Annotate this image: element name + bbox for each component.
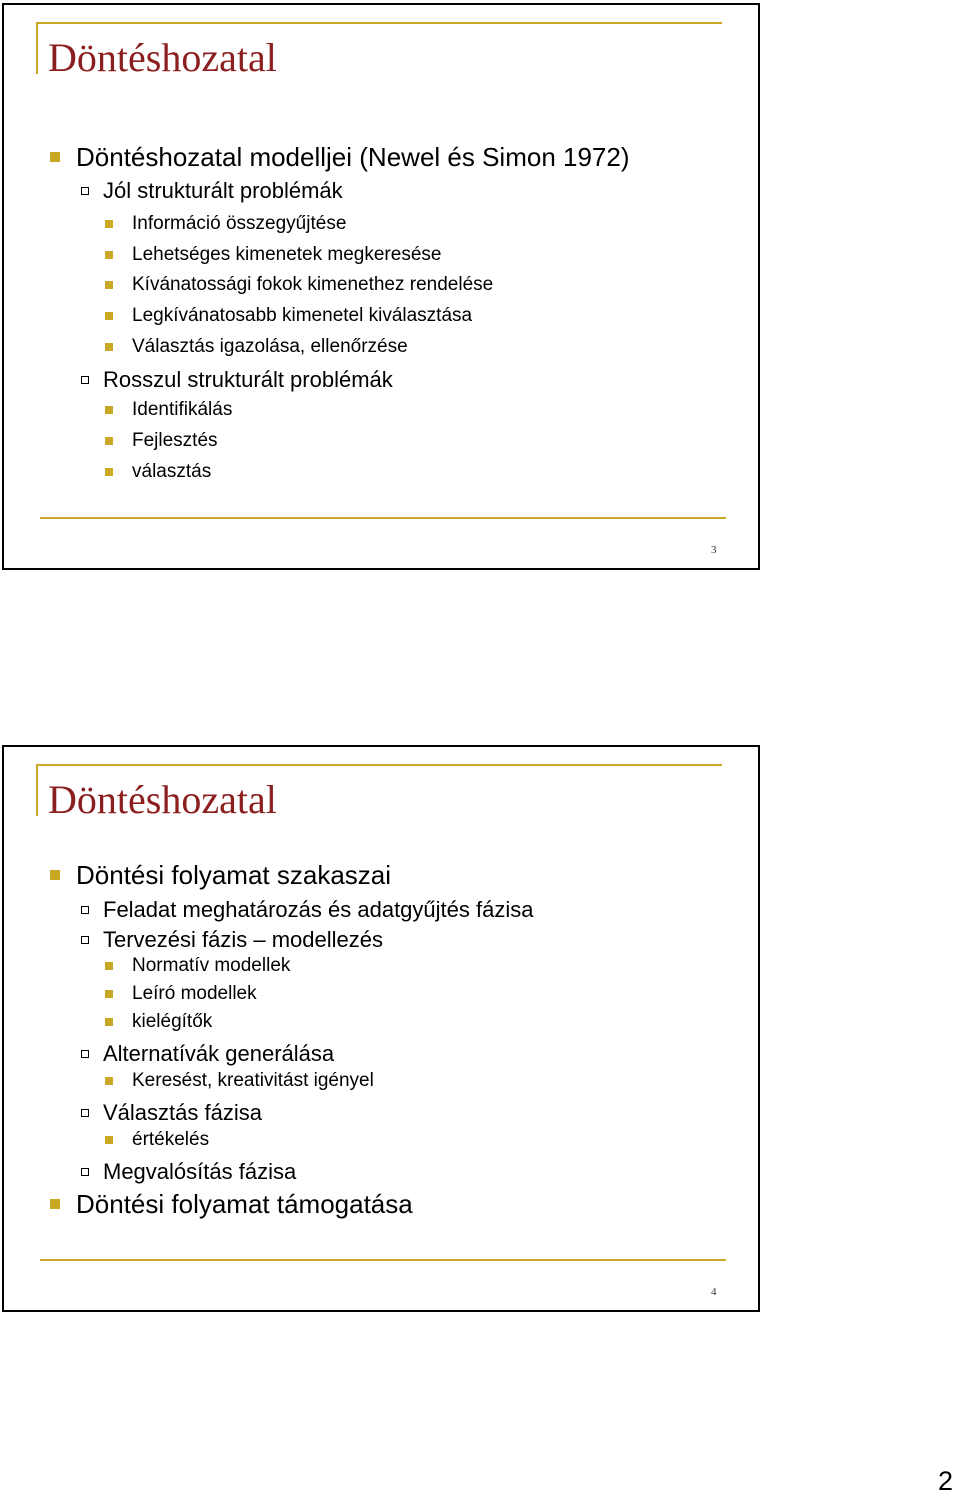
bullet-text: Normatív modellek (132, 955, 291, 976)
bullet-text: Fejlesztés (132, 430, 218, 451)
document-page-number: 2 (938, 1466, 954, 1496)
square-bullet-icon (50, 152, 60, 162)
title-rule-vertical (36, 764, 38, 816)
bullet-text: Kívánatossági fokok kimenethez rendelése (132, 274, 494, 295)
square-bullet-icon (105, 1018, 113, 1026)
bullet-text: kielégítők (132, 1011, 213, 1032)
title-rule-vertical (36, 22, 38, 74)
square-bullet-icon (105, 1136, 113, 1144)
hollow-square-bullet-icon (81, 187, 89, 195)
slide-title: Döntéshozatal (48, 35, 277, 80)
bullet-text: Identifikálás (132, 399, 233, 420)
bullet-text: Legkívánatosabb kimenetel kiválasztása (132, 305, 473, 326)
bullet-text: Jól strukturált problémák (103, 178, 343, 203)
bullet-text: Döntési folyamat szakaszai (76, 860, 392, 890)
square-bullet-icon (105, 220, 113, 228)
bullet-text: Információ összegyűjtése (132, 213, 347, 234)
square-bullet-icon (105, 437, 113, 445)
square-bullet-icon (105, 312, 113, 320)
square-bullet-icon (105, 406, 113, 414)
footer-rule (40, 1259, 726, 1261)
square-bullet-icon (105, 962, 113, 970)
bullet-text: Választás igazolása, ellenőrzése (132, 336, 408, 357)
square-bullet-icon (50, 1199, 60, 1209)
square-bullet-icon (105, 468, 113, 476)
title-rule (36, 764, 722, 766)
bullet-text: Lehetséges kimenetek megkeresése (132, 244, 442, 265)
bullet-text: Döntési folyamat támogatása (76, 1189, 413, 1219)
bullet-text: Választás fázisa (103, 1100, 262, 1125)
hollow-square-bullet-icon (81, 936, 89, 944)
slide-1 (2, 3, 760, 570)
slide-page-number: 4 (711, 1286, 717, 1298)
bullet-text: Keresést, kreativitást igényel (132, 1070, 374, 1091)
bullet-text: Döntéshozatal modelljei (Newel és Simon 1972) (76, 142, 630, 172)
bullet-text: Megvalósítás fázisa (103, 1159, 297, 1184)
hollow-square-bullet-icon (81, 1109, 89, 1117)
square-bullet-icon (105, 1077, 113, 1085)
bullet-text: Alternatívák generálása (103, 1041, 335, 1066)
bullet-text: Rosszul strukturált problémák (103, 367, 393, 392)
square-bullet-icon (105, 281, 113, 289)
hollow-square-bullet-icon (81, 1168, 89, 1176)
square-bullet-icon (105, 343, 113, 351)
bullet-text: értékelés (132, 1129, 210, 1150)
square-bullet-icon (105, 990, 113, 998)
slide-2 (2, 745, 760, 1312)
bullet-text: választás (132, 461, 212, 482)
title-rule (36, 22, 722, 24)
bullet-text: Tervezési fázis – modellezés (103, 927, 384, 952)
hollow-square-bullet-icon (81, 1050, 89, 1058)
bullet-text: Feladat meghatározás és adatgyűjtés fázisa (103, 897, 534, 922)
square-bullet-icon (105, 251, 113, 259)
hollow-square-bullet-icon (81, 906, 89, 914)
bullet-text: Leíró modellek (132, 983, 257, 1004)
slide-title: Döntéshozatal (48, 777, 277, 822)
hollow-square-bullet-icon (81, 376, 89, 384)
slide-page-number: 3 (711, 544, 717, 556)
footer-rule (40, 517, 726, 519)
square-bullet-icon (50, 870, 60, 880)
